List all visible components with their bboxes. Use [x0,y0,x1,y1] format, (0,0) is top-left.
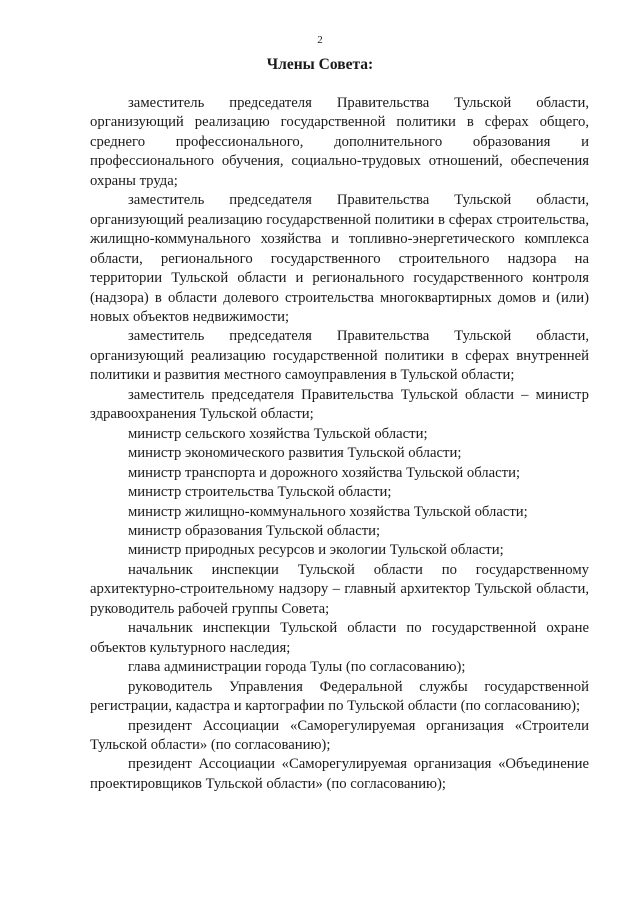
member-entry: заместитель председателя Правительства Тульской области, организующий реализацию государственной политики в сферах внутренней политики и развития местного самоуправления в Тульской области; [90,328,589,384]
member-entry: заместитель председателя Правительства Тульской области, организующий реализацию государственной политики в сферах общего, среднего профессионального, дополнительного образования и профессионального обучения, социально-трудовых отношений, обеспечения охраны труда; [90,95,589,189]
member-entry: начальник инспекции Тульской области по государственному архитектурно-строительному надзору – главный архитектор Тульской области, руководитель рабочей группы Совета; [90,561,589,617]
member-entry: президент Ассоциации «Саморегулируемая организация «Строители Тульской области» (по согласованию); [90,717,589,753]
member-entry: министр строительства Тульской области; [128,484,392,501]
page-number: 2 [317,34,323,46]
member-entry: министр образования Тульской области; [128,522,381,539]
member-entry: заместитель председателя Правительства Тульской области, организующий реализацию государственной политики в сферах строительства, жилищно-коммунального хозяйства и топливно-энергетического комплекса области, регионального государственного строительного надзора на территории Тульской области и регионального государственного контроля (надзора) в области долевого строительства многоквартирных домов и (или) новых объектов недвижимости; [90,192,589,325]
section-heading: Члены Совета: [266,56,374,73]
member-entry: министр транспорта и дорожного хозяйства Тульской области; [128,464,521,481]
members-list [90,94,589,794]
member-entry: министр экономического развития Тульской области; [128,445,462,462]
member-entry: министр природных ресурсов и экологии Тульской области; [128,542,504,559]
member-entry: президент Ассоциации «Саморегулируемая организация «Объединение проектировщиков Тульской области» (по согласованию); [90,756,589,792]
member-entry: заместитель председателя Правительства Тульской области – министр здравоохранения Тульской области; [90,386,589,423]
member-entry: руководитель Управления Федеральной службы государственной регистрации, кадастра и картографии по Тульской области (по согласованию); [90,678,589,715]
member-entry: начальник инспекции Тульской области по государственной охране объектов культурного наследия; [90,620,589,656]
member-entry: министр сельского хозяйства Тульской области; [128,425,428,442]
member-entry: глава администрации города Тулы (по согласованию); [128,659,466,676]
member-entry: министр жилищно-коммунального хозяйства Тульской области; [128,503,528,520]
